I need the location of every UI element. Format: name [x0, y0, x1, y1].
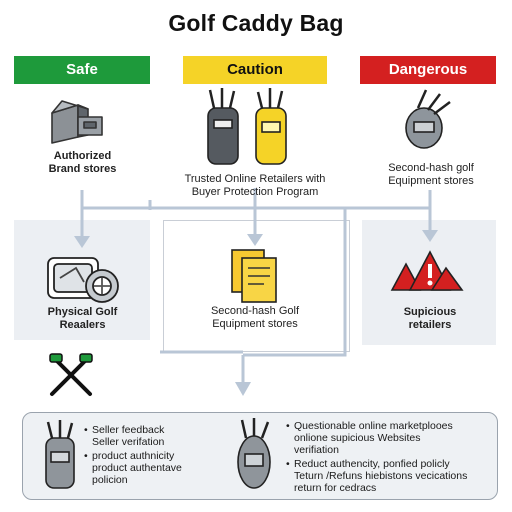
warning-icon	[388, 240, 468, 296]
label-secondhand-golf-equipment-middle: Second-hash Golf Equipment stores	[210, 305, 300, 330]
level-dangerous: Dangerous	[360, 56, 496, 84]
label-suspicious-retailers: Supicious retailers	[403, 306, 457, 331]
page-title: Golf Caddy Bag	[168, 10, 344, 36]
label-authorized-brand-stores: Authorized Brand stores	[48, 150, 117, 175]
crossed-clubs-icon	[44, 352, 98, 400]
document-icon	[228, 246, 288, 306]
list-item: • product authnicity product authentave policion	[92, 450, 228, 486]
golf-bag-icon-danger	[398, 88, 458, 152]
store-icon	[48, 97, 108, 147]
golf-bag-icon-bottom-left	[38, 418, 84, 492]
golf-bag-icon	[200, 86, 300, 170]
list-safe-checks	[92, 424, 228, 486]
list-item: • Reduct authencity, ponfied policly Teturn /Refuns hiebistons vecications return for cedracs	[294, 458, 492, 494]
label-secondhand-golf-equipment-top: Second-hash golf Equipment stores	[388, 162, 474, 187]
list-danger-checks	[294, 420, 492, 494]
level-caution: Caution	[183, 56, 327, 84]
list-item: • Seller feedback Seller verifation	[92, 424, 228, 448]
label-trusted-online-retailers: Trusted Online Retailers with Buyer Protection Program	[184, 173, 326, 198]
level-safe: Safe	[14, 56, 150, 84]
tire-badge-icon	[46, 256, 120, 306]
label-physical-golf-retailers: Physical Golf Reaalers	[47, 306, 118, 331]
list-item: • Questionable online marketplooes onlione supicious Websites verifiation	[294, 420, 492, 456]
golf-bag-icon-bottom-right	[232, 416, 278, 492]
